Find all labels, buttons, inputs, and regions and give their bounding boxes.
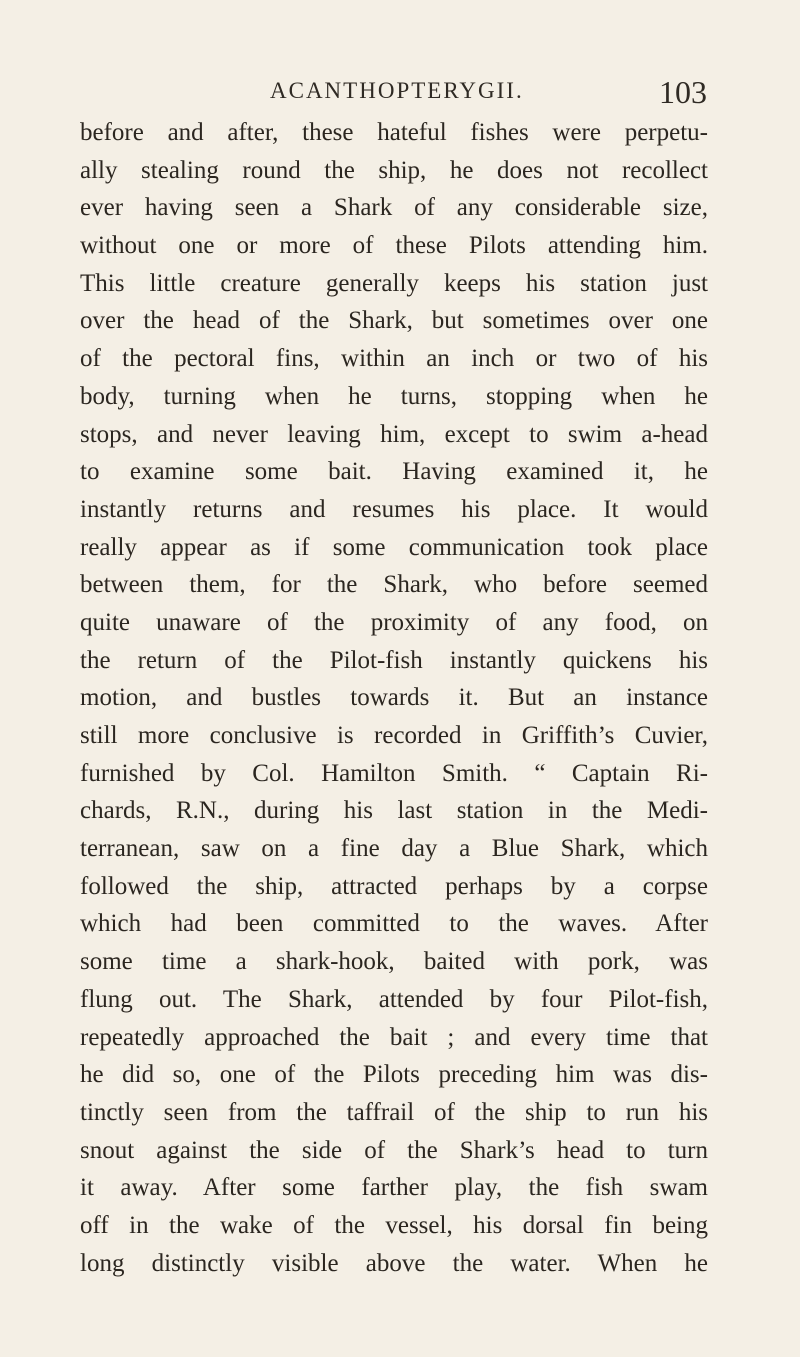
text-line: before and after, these hateful fishes were perpetu- <box>80 119 708 146</box>
text-line: off in the wake of the vessel, his dorsal fin being <box>80 1211 708 1239</box>
text-line: quite unaware of the proximity of any food, on <box>80 608 708 636</box>
text-line: This little creature generally keeps his station just <box>80 269 708 297</box>
text-line: terranean, saw on a fine day a Blue Shark, which <box>80 835 708 863</box>
page-number: 103 <box>659 74 707 110</box>
running-title: ACANTHOPTERYGII. <box>270 78 524 103</box>
text-line: to examine some bait. Having examined it, he <box>80 458 708 486</box>
text-line: furnished by Col. Hamilton Smith. “ Captain Ri- <box>80 759 708 787</box>
text-line: repeatedly approached the bait ; and every time that <box>80 1023 708 1051</box>
text-line: still more conclusive is recorded in Griffith’s Cuvier, <box>80 722 708 749</box>
text-line: he did so, one of the Pilots preceding him was dis- <box>80 1061 708 1089</box>
text-line: body, turning when he turns, stopping when he <box>80 382 708 410</box>
text-line: tinctly seen from the taffrail of the ship to run his <box>80 1098 708 1126</box>
text-line: it away. After some farther play, the fish swam <box>80 1174 708 1202</box>
text-line: ever having seen a Shark of any considerable size, <box>80 194 708 222</box>
text-line: the return of the Pilot-fish instantly quickens his <box>80 646 708 674</box>
text-line: long distinctly visible above the water. When he <box>80 1249 708 1277</box>
text-line: some time a shark-hook, baited with pork, was <box>80 948 708 976</box>
text-line: really appear as if some communication took place <box>80 533 708 561</box>
text-line: motion, and bustles towards it. But an instance <box>80 684 708 712</box>
running-head <box>0 74 800 114</box>
text-line: between them, for the Shark, who before seemed <box>80 571 708 599</box>
body-text <box>80 114 708 1282</box>
text-line: chards, R.N., during his last station in the Medi- <box>80 797 708 825</box>
text-line: which had been committed to the waves. After <box>80 910 708 938</box>
text-line: over the head of the Shark, but sometimes over one <box>80 307 708 335</box>
text-line: snout against the side of the Shark’s head to turn <box>80 1136 708 1164</box>
text-line: followed the ship, attracted perhaps by a corpse <box>80 872 708 900</box>
text-line: instantly returns and resumes his place. It would <box>80 495 708 523</box>
text-line: stops, and never leaving him, except to swim a-head <box>80 420 708 448</box>
text-line: flung out. The Shark, attended by four Pilot-fish, <box>80 985 708 1013</box>
text-line: without one or more of these Pilots attending him. <box>80 232 708 260</box>
text-line: ally stealing round the ship, he does not recollect <box>80 156 708 184</box>
text-line: of the pectoral fins, within an inch or two of his <box>80 345 708 373</box>
